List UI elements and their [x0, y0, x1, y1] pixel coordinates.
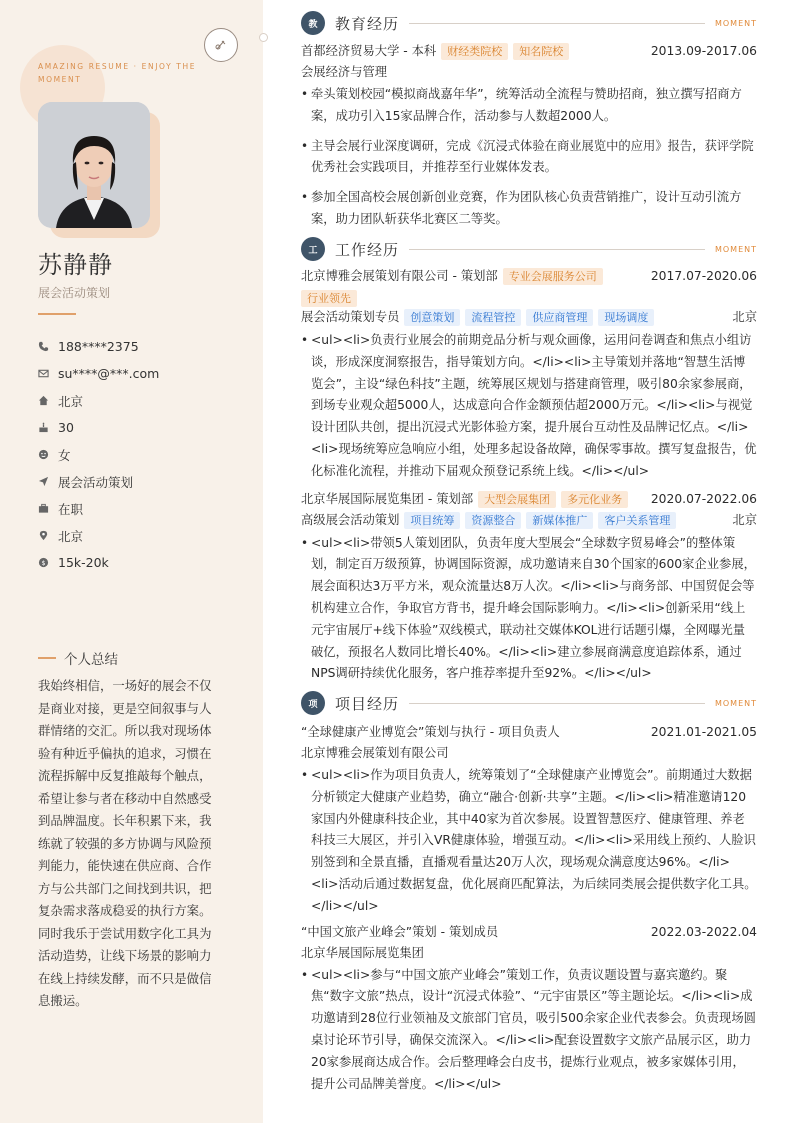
info-text: 15k-20k — [58, 555, 109, 570]
contact-info-list — [38, 333, 159, 576]
list-item: • <ul><li>负责行业展会的前期竞品分析与观众画像，运用问卷调查和焦点小组访谈，形成深度洞察报告，指导策划方向。</li><li>主导策划并落地“智慧生活博览会”，主设“绿色科技”主题，统筹展区规划与搭建商管理，吸引80余家参展商，到场专业观众超5000人，达成意向合作金额预估超2000万元。</li><li>与视觉设计团队共创，提出沉浸式光影体验方案，提升展台互动性及品牌记忆点。</li><li>现场统筹应急响应小组，处理多起设备故障，确保零事故。撰写复盘报告，优化标准化流程，并推动下届观众预登记系统上线。</li></ul> — [301, 330, 757, 483]
accent-divider — [38, 313, 76, 315]
section-divider — [409, 23, 705, 24]
company-name: 北京华展国际展览集团 - 策划部 — [301, 491, 474, 506]
school-tag: 知名院校 — [513, 43, 569, 60]
signature-badge — [204, 28, 238, 62]
location-pin-icon — [38, 530, 58, 541]
job-city: 北京 — [732, 512, 757, 527]
section-badge: 工 — [301, 237, 325, 261]
info-phone — [38, 333, 159, 360]
education-bullets — [301, 84, 757, 231]
company-tag: 行业领先 — [301, 290, 357, 307]
svg-text:$: $ — [41, 558, 46, 567]
mail-icon — [38, 368, 58, 379]
briefcase-icon — [38, 503, 58, 514]
skill-tag: 新媒体推广 — [526, 512, 593, 529]
info-text: 女 — [58, 447, 71, 463]
skill-tag: 创意策划 — [404, 309, 460, 326]
phone-icon — [38, 341, 58, 352]
info-text: 30 — [58, 420, 74, 435]
project-name: “中国文旅产业峰会”策划 - 策划成员 — [301, 924, 499, 939]
work-section — [301, 236, 757, 685]
section-en-label: MOMENT — [714, 244, 757, 254]
candidate-role: 展会活动策划 — [38, 286, 111, 300]
avatar — [38, 102, 150, 228]
company-tag: 专业会展服务公司 — [503, 268, 603, 285]
section-header — [301, 236, 757, 262]
section-divider — [409, 703, 705, 704]
project-name: “全球健康产业博览会”策划与执行 - 项目负责人 — [301, 725, 560, 739]
company-name: 北京博雅会展策划有限公司 - 策划部 — [301, 269, 498, 283]
project-date: 2022.03-2022.04 — [650, 924, 757, 939]
skill-tag: 项目统筹 — [404, 512, 460, 529]
home-icon — [38, 395, 58, 406]
job-date: 2017.07-2020.06 — [650, 269, 757, 283]
job-position-row — [301, 307, 757, 328]
section-en-label: MOMENT — [714, 698, 757, 708]
project-date: 2021.01-2021.05 — [650, 725, 757, 739]
summary-accent — [38, 657, 56, 659]
job-description — [301, 330, 757, 483]
job-position: 高级展会活动策划 — [301, 512, 400, 527]
education-section — [301, 10, 757, 239]
company-tag: 多元化业务 — [561, 491, 628, 508]
project-header-row — [301, 722, 757, 743]
job-description — [301, 533, 757, 686]
school-tag: 财经类院校 — [441, 43, 508, 60]
section-badge: 教 — [301, 11, 325, 35]
summary-text: 我始终相信，一场好的展会不仅是商业对接，更是空间叙事与人群情绪的交汇。所以我对现场体验有种近乎偏执的追求，习惯在流程拆解中反复推敲每个触点，希望让参与者在移动中自然感受到品牌温度。长年积累下来，我练就了较强的多方协调与风险预判能力，能快速在供应商、合作方与公共部门之间找到共识，把复杂需求落成稳妥的执行方案。同时我乐于尝试用数字化工具为活动造势，让线下场景的影响力在线上持续发酵，而不只是做信息搬运。 — [38, 678, 212, 1008]
list-item: • 牵头策划校园“模拟商战嘉年华”，统筹活动全流程与赞助招商，独立撰写招商方案，成功引入15家品牌合作，活动参与人数超2000人。 — [301, 84, 757, 128]
skill-tag: 流程管控 — [465, 309, 521, 326]
sidebar — [0, 0, 263, 1123]
job-date: 2020.07-2022.06 — [650, 491, 757, 506]
info-text: su****@***.com — [58, 366, 160, 381]
job-header-row — [301, 489, 757, 510]
section-header — [301, 10, 757, 36]
info-age — [38, 414, 159, 441]
project-header-row — [301, 922, 757, 943]
list-item: • <ul><li>作为项目负责人，统筹策划了“全球健康产业博览会”。前期通过大数据分析锁定大健康产业趋势，确立“融合·创新·共享”主题。</li><li>精准邀请120家国内外健康科技企业，其中40家为首次参展。设置智慧医疗、健康管理、养老科技三大展区，并引入VR健康体验，增强互动。</li><li>采用线上预约、人脸识别签到和全景直播，直播观看量达20万人次，现场观众满意度达96%。</li><li>活动后通过数据复盘，优化展商匹配算法，为后续同类展会提供数字化工具。</li></ul> — [301, 765, 757, 918]
major: 会展经济与管理 — [301, 65, 388, 79]
info-target-role — [38, 468, 159, 495]
section-header — [301, 690, 757, 716]
salary-icon — [38, 557, 58, 568]
skill-tag: 资源整合 — [465, 512, 521, 529]
summary-title: 个人总结 — [64, 652, 118, 668]
skill-tag: 客户关系管理 — [598, 512, 676, 529]
section-en-label: MOMENT — [714, 18, 757, 28]
summary-heading — [38, 648, 118, 668]
decorative-dot — [259, 33, 268, 42]
projects-section — [301, 690, 757, 1095]
list-item: • 参加全国高校会展创新创业竞赛，作为团队核心负责营销推广，设计互动引流方案，助力团队斩获华北赛区二等奖。 — [301, 187, 757, 231]
education-date: 2013.09-2017.06 — [650, 44, 757, 58]
school-name: 首都经济贸易大学 - 本科 — [301, 44, 437, 58]
info-city — [38, 522, 159, 549]
list-item: • <ul><li>参与“中国文旅产业峰会”策划工作，负责议题设置与嘉宾邀约。聚焦“数字文旅”热点，设计“沉浸式体验”、“元宇宙景区”等主题论坛。</li><li>成功邀请到28位行业领袖及文旅部门官员，吸引500余家企业代表参会。负责现场圆桌讨论环节引导，确保交流深入。</li><li>配套设置数字文旅产品展示区，助力20家参展商达成合作。会后整理峰会白皮书，提炼行业观点，被多家媒体引用，提升公司品牌美誉度。</li></ul> — [301, 965, 757, 1096]
project-org: 北京博雅会展策划有限公司 — [301, 746, 449, 760]
info-text: 北京 — [58, 393, 84, 409]
list-item: • 主导会展行业深度调研，完成《沉浸式体验在商业展览中的应用》报告，获评学院优秀社会实践项目，并推荐至行业媒体发表。 — [301, 136, 757, 180]
project-description — [301, 765, 757, 918]
cake-icon — [38, 422, 58, 433]
tagline: AMAZING RESUME · ENJOY THE MOMENT — [38, 62, 197, 84]
job-position: 展会活动策划专员 — [301, 310, 400, 324]
section-title: 项目经历 — [335, 694, 400, 713]
education-header-row — [301, 41, 757, 62]
section-title: 工作经历 — [335, 240, 400, 259]
company-tag: 大型会展集团 — [478, 491, 556, 508]
job-city: 北京 — [732, 310, 757, 324]
skill-tag: 供应商管理 — [526, 309, 593, 326]
info-salary — [38, 549, 159, 576]
list-item: • <ul><li>带领5人策划团队，负责年度大型展会“全球数字贸易峰会”的整体策划，制定百万级预算，协调国际资源，成功邀请来自30个国家的600家企业参展，展会面积达3万平方米，观众流量达8万人次。</li><li>与商务部、中国贸促会等机构建立合作，争取官方背书，提升峰会国际影响力。</li><li>创新采用“线上元宇宙展厅+线下体验”双线模式，联动社交媒体KOL进行话题引爆，全网曝光量破亿，预报名人数同比增长40%。</li><li>建立参展商满意度追踪体系，通过NPS调研持续优化服务，客户推荐率提升至92%。</li></ul> — [301, 533, 757, 686]
info-gender — [38, 441, 159, 468]
info-text: 在职 — [58, 501, 84, 517]
project-description — [301, 965, 757, 1096]
project-org: 北京华展国际展览集团 — [301, 945, 424, 960]
portrait-image — [38, 102, 150, 228]
section-divider — [409, 249, 705, 250]
info-home — [38, 387, 159, 414]
info-text: 北京 — [58, 528, 84, 544]
section-badge: 项 — [301, 691, 325, 715]
info-email — [38, 360, 159, 387]
section-title: 教育经历 — [335, 14, 400, 33]
send-icon — [38, 476, 58, 487]
info-text: 188****2375 — [58, 339, 139, 354]
pen-icon — [214, 38, 228, 52]
gender-icon — [38, 449, 58, 460]
candidate-name: 苏静静 — [38, 251, 113, 279]
job-header-row — [301, 266, 757, 307]
info-status — [38, 495, 159, 522]
info-text: 展会活动策划 — [58, 474, 134, 490]
job-position-row — [301, 510, 757, 531]
skill-tag: 现场调度 — [598, 309, 654, 326]
